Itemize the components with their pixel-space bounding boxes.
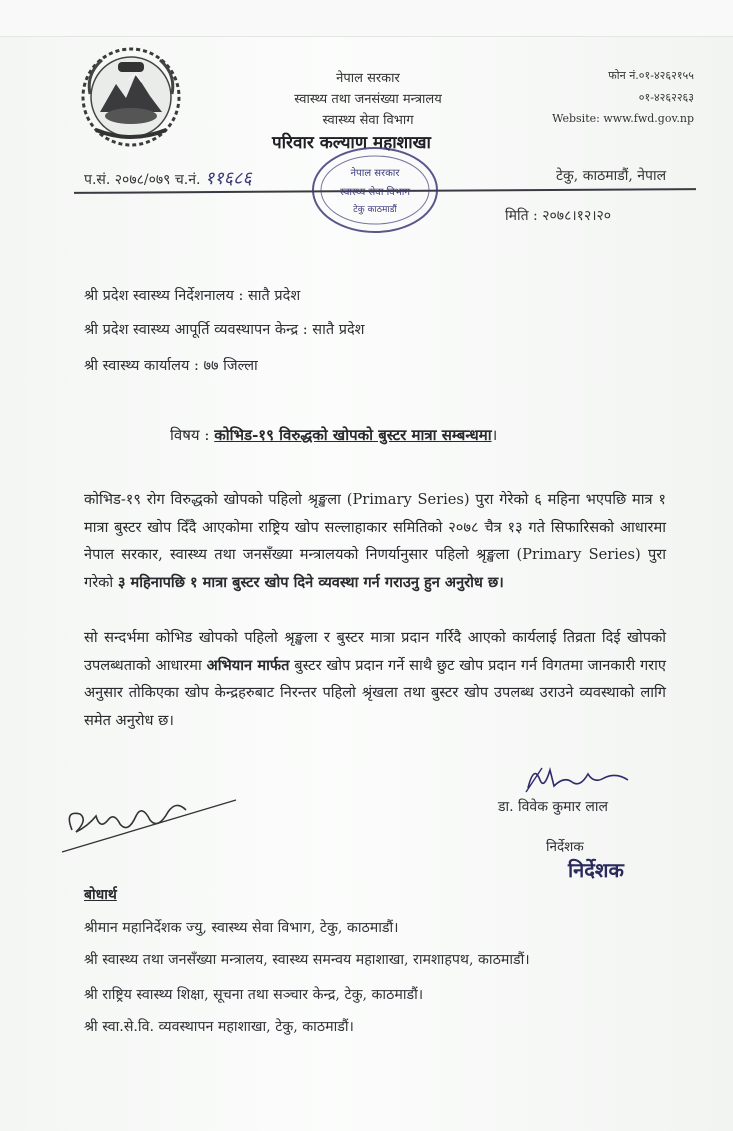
- nepal-emblem-icon: [78, 44, 184, 150]
- top-margin: [0, 0, 733, 37]
- header-department: स्वास्थ्य सेवा विभाग: [322, 113, 414, 128]
- signatory-title: निर्देशक: [546, 839, 584, 855]
- date-value: २०७८।१२।२०: [542, 208, 612, 224]
- header-phone-2: ०१-४२६२२६३: [638, 91, 694, 104]
- cc-item-2: श्री स्वास्थ्य तथा जनसँख्या मन्त्रालय, स्वास्थ्य समन्वय महाशाखा, रामशाहपथ, काठमाडौं।: [84, 952, 530, 968]
- date-label: मिति :: [505, 208, 538, 224]
- subject-label: विषय :: [170, 426, 210, 444]
- reference-number: [84, 166, 252, 190]
- reference-handwritten: ११६८६: [204, 168, 252, 189]
- director-signature: [520, 758, 640, 798]
- addressee-2: श्री प्रदेश स्वास्थ्य आपूर्ति व्यवस्थापन केन्द्र : सातै प्रदेश: [84, 322, 365, 338]
- paragraph-2-emphasis: अभियान मार्फत: [206, 656, 290, 674]
- addressee-3: श्री स्वास्थ्य कार्यालय : ७७ जिल्ला: [84, 358, 258, 374]
- paragraph-1-text: कोभिड-१९ रोग विरुद्धको खोपको पहिलो श्रृङ्खला (Primary Series) पुरा गेरेको ६ महिना भएपछि मात्र १ मात्रा बुस्टर खोप दिँदै आएकोमा राष्ट्रिय खोप सल्लाहाकार समितिको २०७८ चैत्र १३ गते सिफारिसको आधारमा नेपाल सरकार, स्वास्थ्य तथा जनसँख्या मन्त्रालयको निणर्यानुसार पहिलो श्रृङ्खला (Primary Series) पुरा गरेको: [84, 491, 666, 591]
- header-website: Website: www.fwd.gov.np: [552, 112, 694, 125]
- stamp-line-2: स्वास्थ्य सेवा विभाग: [339, 187, 411, 198]
- cc-item-1: श्रीमान महानिर्देशक ज्यु, स्वास्थ्य सेवा विभाग, टेकु, काठमाडौं।: [84, 920, 399, 936]
- header-phone-1: फोन नं.०१-४२६२१५५: [608, 69, 694, 82]
- date-line: [505, 206, 611, 225]
- reference-label: प.सं. २०७८/०७९ च.नं.: [84, 172, 201, 188]
- cc-heading: बोधार्थ: [84, 887, 117, 903]
- stamp-line-1: नेपाल सरकार: [350, 168, 400, 179]
- addressee-1: श्री प्रदेश स्वास्थ्य निर्देशनालय : सातै प्रदेश: [84, 288, 301, 304]
- stamp-line-3: टेकु काठमाडौं: [353, 205, 397, 215]
- body-paragraph-2: [84, 624, 666, 734]
- paragraph-2-text-a: सो सन्दर्भमा कोभिड खोपको पहिलो श्रृङ्खला र बुस्टर मात्रा प्रदान गर्रिदै आएको कार्यलाई तिव्रता दिई खोपको उपलब्धताको आधारमा: [84, 629, 666, 674]
- header-gov: नेपाल सरकार: [336, 71, 400, 86]
- subject-line: [170, 425, 497, 445]
- cc-item-3: श्री राष्ट्रिय स्वास्थ्य शिक्षा, सूचना तथा सञ्चार केन्द्र, टेकु, काठमाडौं।: [84, 987, 424, 1003]
- subject-text: कोभिड-१९ विरुद्धको खोपको बुस्टर मात्रा सम्बन्धमा: [214, 426, 492, 444]
- header-ministry: स्वास्थ्य तथा जनसंख्या मन्त्रालय: [294, 92, 442, 107]
- cc-item-4: श्री स्वा.से.वि. व्यवस्थापन महाशाखा, टेकु, काठमाडौं।: [84, 1019, 354, 1035]
- paragraph-2-text-b: बुस्टर खोप प्रदान गर्ने साथै छुट खोप प्रदान गर्न विगतमा जानकारी गराए अनुसार तोकिएका खोप केन्द्रहरुबाट निरन्तर पहिलो श्रृंखला तथा बुस्टर खोप उपलब्ध उराउने व्यवस्थाको लागि समेत अनुरोध छ।: [84, 656, 666, 729]
- header-division: परिवार कल्याण महाशाखा: [272, 133, 431, 153]
- body-paragraph-1: [84, 486, 666, 596]
- initial-signature: [58, 786, 248, 856]
- header-address: टेकु, काठमाडौं, नेपाल: [556, 168, 667, 184]
- paragraph-1-emphasis: ३ महिनापछि १ मात्रा बुस्टर खोप दिने व्यवस्था गर्न गराउनु हुन अनुरोध छ।: [117, 573, 504, 591]
- subject-end: ।: [491, 426, 498, 444]
- office-stamp: [300, 140, 450, 240]
- signatory-name: डा. विवेक कुमार लाल: [498, 799, 608, 815]
- signatory-title-stamp: निर्देशक: [568, 858, 624, 882]
